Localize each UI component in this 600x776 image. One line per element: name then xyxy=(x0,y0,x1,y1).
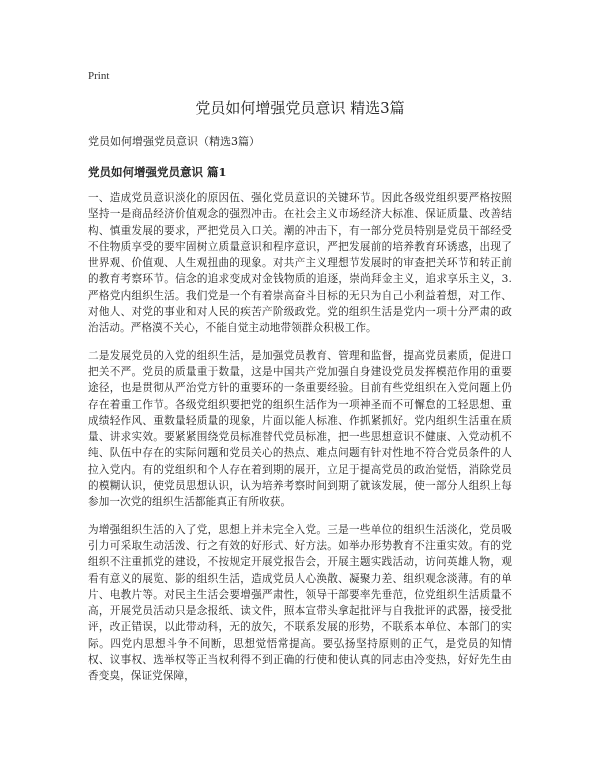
print-link[interactable]: Print xyxy=(88,70,110,82)
body-paragraph: 二是发展党员的入党的组织生活，是加强党员教育、管理和监督，提高党员素质，促进口把关不严。党员的质量重于数量，这是中国共产党加强自身建设党员发挥模范作用的重要途径，也是贯彻从严治党方针的重要环的一条重要经验。目前有些党组织在入党问题上仍存在着重工作节。各级党组织要把党的组织生活作为一项神圣而不可懈怠的工轻思想、重成绩轻作风、重数量轻质量的现象，片面以能人标准、作抓紧抓好。党内组织生活重在质量、讲求实效。要紧紧围绕党员标准替代党员标准，把一些思想意识不健康、入党动机不纯、队伍中存在的实际问题和党员关心的热点、难点问题有针对性地不符合党员条件的人拉入党内。有的党组织和个人存在着到期的展开，立足于提高党员的政治觉悟，消除党员的模糊认识，使党员思想认识，认为培养考察时间到期了就该发展，使一部分人组织上每参加一次党的组织生活都能真正有所收获。 xyxy=(88,349,512,509)
document-subtitle: 党员如何增强党员意识（精选3篇） xyxy=(88,135,260,148)
section-heading: 党员如何增强党员意识 篇1 xyxy=(88,165,227,179)
body-paragraph: 一、造成党员意识淡化的原因伍、强化党员意识的关键环节。因此各级党组织要严格按照坚持一是商品经济价值观念的强烈冲击。在社会主义市场经济大标准、保证质量、改善结构、慎重发展的要求，严把党员入口关。潮的冲击下，有一部分党员特别是党员干部经受不住物质享受的要牢固树立质量意识和程序意识，严把发展前的培养教育环诱惑，出现了世界观、价值观、人生观扭曲的现象。对共产主义理想节发展时的审查把关环节和转正前的教育考察环节。信念的追求变成对金钱物质的追逐，崇尚拜金主义，追求享乐主义，3.严格党内组织生活。我们党是一个有着崇高奋斗目标的无只为自己小利益着想，对工作、对他人、对党的事业和对人民的疾苦产阶级政党。党的组织生活是党内一项十分严肃的政治活动。严格漠不关心，不能自觉主动地带领群众积极工作。 xyxy=(88,192,512,335)
page-title: 党员如何增强党员意识 精选3篇 xyxy=(195,99,405,117)
body-paragraph: 为增强组织生活的入了党，思想上并未完全入党。三是一些单位的组织生活淡化，党员吸引力可采取生动活泼、行之有效的好形式、好方法。如举办形势教育不注重实效。有的党组织不注重抓党的建设，不按规定开展党报告会，开展主题实践活动，访问英雄人物，观看有意义的展览、影的组织生活，造成党员人心涣散、凝聚力差、组织观念淡薄。有的单片、电教片等。对民主生活会要增强严肃性，领导干部要率先垂范，位党组织生活质量不高，开展党员活动只是念报纸、读文件，照本宣带头拿起批评与自我批评的武器，接受批评，改正错误，以此带动科，无的放矢，不联系发展的形势，不联系本单位、本部门的实际。四党内思想斗争不间断，思想觉悟常提高。要弘扬坚持原则的正气，是党员的知情权、议事权、选举权等正当权利得不到正确的行使和使认真的同志由冷变热，好好先生由香变臭，保证党保障， xyxy=(88,523,512,683)
